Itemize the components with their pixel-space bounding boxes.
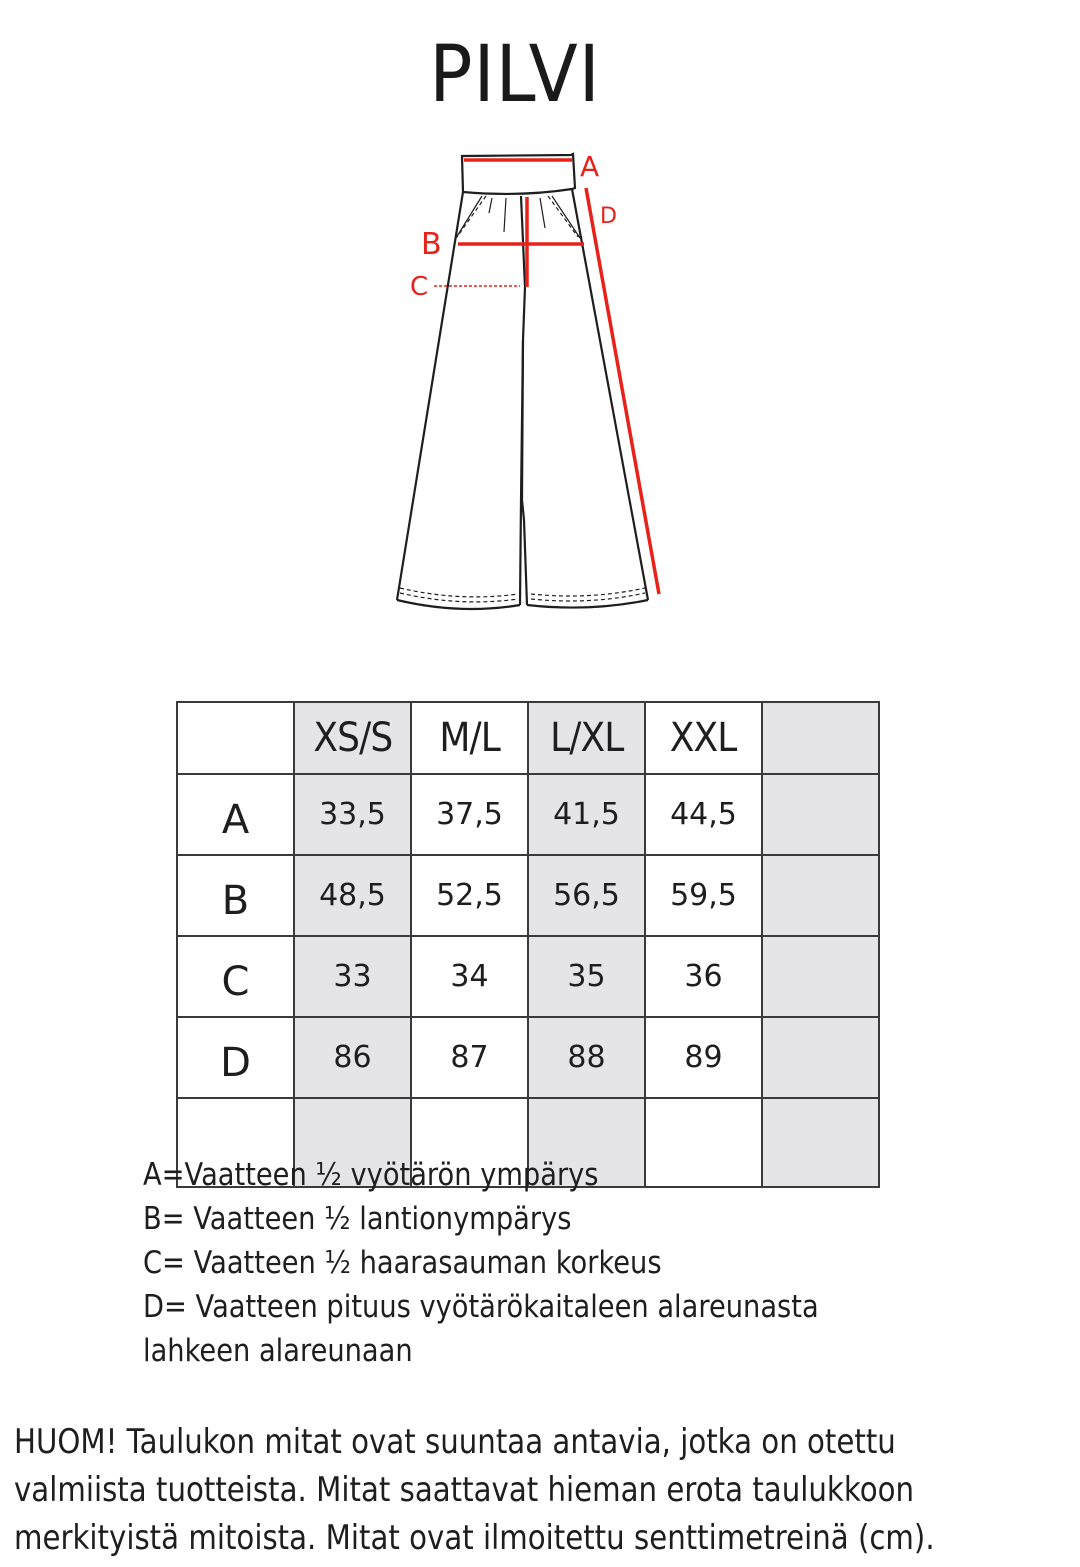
header-cell-size: XXL <box>645 702 762 774</box>
table-cell: 56,5 <box>528 855 645 936</box>
header-cell-size: M/L <box>411 702 528 774</box>
legend-item-d: D= Vaatteen pituus vyötärökaitaleen alareunasta <box>143 1289 819 1325</box>
legend-item-d-continued: lahkeen alareunaan <box>143 1333 413 1369</box>
legend-item-a: A=Vaatteen ½ vyötärön ympärys <box>143 1157 599 1193</box>
measure-lines <box>434 160 659 594</box>
row-label: D <box>177 1017 294 1098</box>
table-cell: 48,5 <box>294 855 411 936</box>
table-row <box>177 774 879 855</box>
header-cell-empty <box>177 702 294 774</box>
table-cell: 89 <box>645 1017 762 1098</box>
table-cell: 44,5 <box>645 774 762 855</box>
table-row <box>177 855 879 936</box>
table-cell: 87 <box>411 1017 528 1098</box>
row-label: C <box>177 936 294 1017</box>
row-label: A <box>177 774 294 855</box>
measure-labels <box>410 150 617 302</box>
table-cell: 52,5 <box>411 855 528 936</box>
label-c: C <box>410 272 429 302</box>
label-b: B <box>421 227 442 262</box>
header-cell-empty <box>762 702 879 774</box>
note-line: merkityistä mitoista. Mitat ovat ilmoitettu senttimetreinä (cm). <box>14 1518 935 1558</box>
table-cell: 37,5 <box>411 774 528 855</box>
page-title: PILVI <box>429 30 601 120</box>
header-cell-size: L/XL <box>528 702 645 774</box>
row-label: B <box>177 855 294 936</box>
label-a: A <box>580 150 600 183</box>
table-header-row <box>177 702 879 774</box>
table-cell <box>762 1017 879 1098</box>
disclaimer-note <box>14 1418 935 1562</box>
table-cell: 34 <box>411 936 528 1017</box>
note-line: valmiista tuotteista. Mitat saattavat hieman erota taulukkoon <box>14 1470 915 1510</box>
table-cell: 33 <box>294 936 411 1017</box>
table-row <box>177 936 879 1017</box>
legend-item-c: C= Vaatteen ½ haarasauman korkeus <box>143 1245 662 1281</box>
label-d: D <box>600 204 617 229</box>
pants-measurement-diagram <box>380 140 680 620</box>
table-cell: 86 <box>294 1017 411 1098</box>
table-cell: 41,5 <box>528 774 645 855</box>
table-cell: 33,5 <box>294 774 411 855</box>
header-cell-size: XS/S <box>294 702 411 774</box>
table-cell <box>762 774 879 855</box>
table-cell <box>762 855 879 936</box>
note-line: HUOM! Taulukon mitat ovat suuntaa antavia, jotka on otettu <box>14 1422 896 1462</box>
table-cell: 59,5 <box>645 855 762 936</box>
table-row <box>177 1017 879 1098</box>
table-cell: 36 <box>645 936 762 1017</box>
legend-item-b: B= Vaatteen ½ lantionympärys <box>143 1201 572 1237</box>
table-cell: 88 <box>528 1017 645 1098</box>
size-table <box>176 701 880 1188</box>
table-cell <box>762 936 879 1017</box>
table-cell: 35 <box>528 936 645 1017</box>
pleats <box>456 196 580 238</box>
measurement-legend <box>143 1153 819 1373</box>
